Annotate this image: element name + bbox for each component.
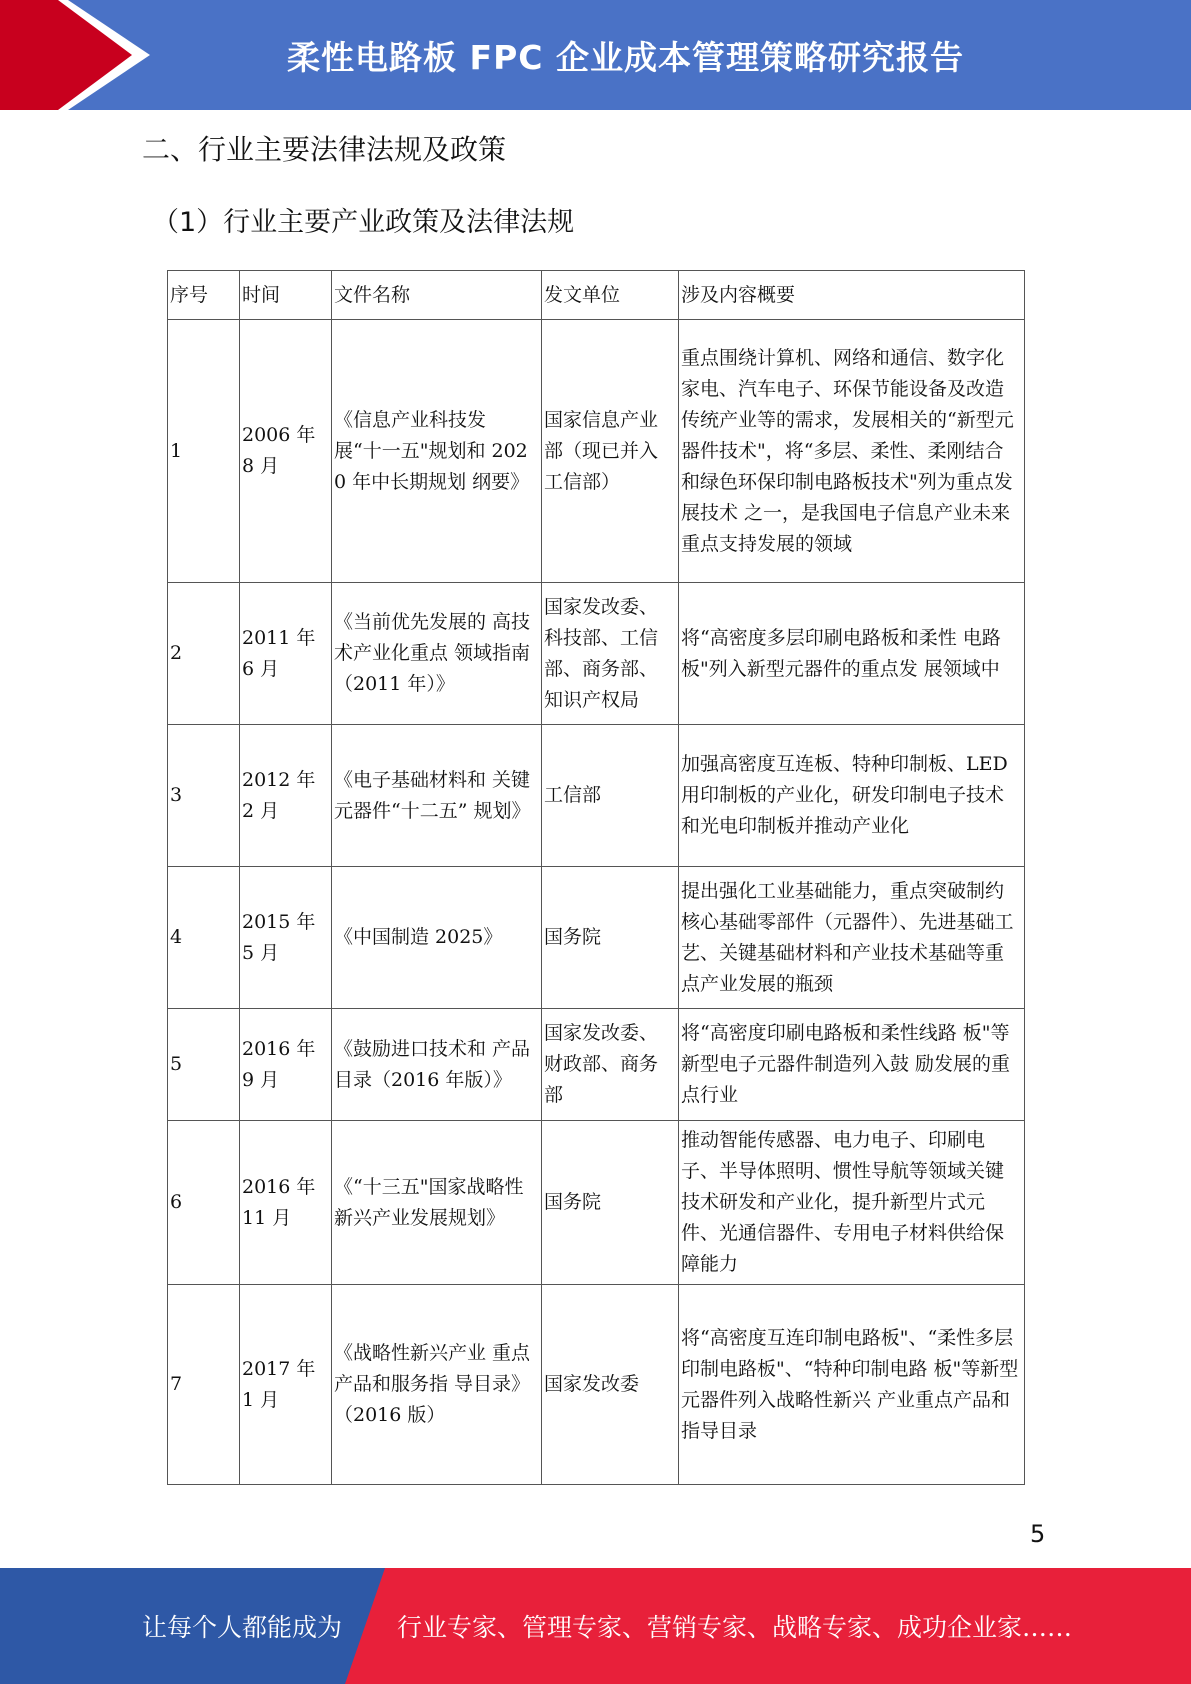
header-document: 文件名称 <box>332 271 542 320</box>
cell-summary: 推动智能传感器、电力电子、印刷电子、半导体照明、惯性导航等领域关键技术研发和产业化，提升新型片式元件、光通信器件、专用电子材料供给保障能力 <box>679 1121 1025 1285</box>
cell-date: 2011 年 6 月 <box>240 583 332 725</box>
cell-document: 《当前优先发展的 高技术产业化重点 领域指南（2011 年）》 <box>332 583 542 725</box>
page-number: 5 <box>1030 1520 1046 1548</box>
cell-issuer: 国家信息产业部（现已并入工信部） <box>542 320 679 583</box>
footer-slogan-left: 让每个人都能成为 <box>142 1613 343 1642</box>
cell-no: 1 <box>168 320 240 583</box>
table-row <box>168 583 1025 725</box>
cell-document: 《鼓励进口技术和 产品目录（2016 年版）》 <box>332 1009 542 1121</box>
cell-summary: 加强高密度互连板、特种印制板、LED 用印制板的产业化，研发印制电子技术和光电印制板并推动产业化 <box>679 725 1025 867</box>
cell-date: 2017 年 1 月 <box>240 1285 332 1485</box>
cell-date: 2006 年 8 月 <box>240 320 332 583</box>
table-header-row <box>168 271 1025 320</box>
cell-issuer: 国务院 <box>542 867 679 1009</box>
cell-issuer: 国家发改委、科技部、工信部、商务部、知识产权局 <box>542 583 679 725</box>
header-issuer: 发文单位 <box>542 271 679 320</box>
cell-document: 《中国制造 2025》 <box>332 867 542 1009</box>
report-title: 柔性电路板 FPC 企业成本管理策略研究报告 <box>287 37 964 77</box>
table-row <box>168 1285 1025 1485</box>
cell-summary: 重点围绕计算机、网络和通信、数字化家电、汽车电子、环保节能设备及改造传统产业等的需求，发展相关的“新型元器件技术"，将“多层、柔性、柔刚结合和绿色环保印制电路板技术"列为重点发展技术 之一，是我国电子信息产业未来重点支持发展的领域 <box>679 320 1025 583</box>
cell-summary: 将“高密度互连印制电路板"、“柔性多层印制电路板"、“特种印制电路 板"等新型元器件列入战略性新兴 产业重点产品和指导目录 <box>679 1285 1025 1485</box>
cell-summary: 将“高密度多层印刷电路板和柔性 电路板"列入新型元器件的重点发 展领域中 <box>679 583 1025 725</box>
report-header <box>0 0 1191 110</box>
table-row <box>168 867 1025 1009</box>
table-row <box>168 1009 1025 1121</box>
table-row <box>168 725 1025 867</box>
cell-date: 2015 年 5 月 <box>240 867 332 1009</box>
report-footer <box>0 1568 1191 1684</box>
table-row <box>168 320 1025 583</box>
cell-document: 《电子基础材料和 关键元器件“十二五” 规划》 <box>332 725 542 867</box>
cell-no: 3 <box>168 725 240 867</box>
header-summary: 涉及内容概要 <box>679 271 1025 320</box>
header-red-chevron <box>0 0 150 110</box>
cell-no: 6 <box>168 1121 240 1285</box>
cell-date: 2012 年 2 月 <box>240 725 332 867</box>
cell-summary: 将“高密度印刷电路板和柔性线路 板"等新型电子元器件制造列入鼓 励发展的重点行业 <box>679 1009 1025 1121</box>
cell-date: 2016 年 11 月 <box>240 1121 332 1285</box>
section-title: 二、行业主要法律法规及政策 <box>142 133 507 166</box>
table-row <box>168 1121 1025 1285</box>
policy-table <box>167 270 1025 1485</box>
cell-issuer: 国家发改委、财政部、商务部 <box>542 1009 679 1121</box>
cell-document: 《“十三五"国家战略性新兴产业发展规划》 <box>332 1121 542 1285</box>
cell-issuer: 国务院 <box>542 1121 679 1285</box>
subsection-title: （1）行业主要产业政策及法律法规 <box>152 207 575 238</box>
cell-issuer: 国家发改委 <box>542 1285 679 1485</box>
cell-document: 《战略性新兴产业 重点产品和服务指 导目录》（2016 版） <box>332 1285 542 1485</box>
cell-document: 《信息产业科技发 展“十一五"规划和 2020 年中长期规划 纲要》 <box>332 320 542 583</box>
cell-summary: 提出强化工业基础能力，重点突破制约核心基础零部件（元器件）、先进基础工艺、关键基础材料和产业技术基础等重点产业发展的瓶颈 <box>679 867 1025 1009</box>
cell-no: 7 <box>168 1285 240 1485</box>
cell-no: 4 <box>168 867 240 1009</box>
cell-no: 2 <box>168 583 240 725</box>
header-date: 时间 <box>240 271 332 320</box>
footer-slogan-right: 行业专家、管理专家、营销专家、战略专家、成功企业家…… <box>397 1613 1073 1642</box>
cell-date: 2016 年 9 月 <box>240 1009 332 1121</box>
cell-no: 5 <box>168 1009 240 1121</box>
header-no: 序号 <box>168 271 240 320</box>
cell-issuer: 工信部 <box>542 725 679 867</box>
